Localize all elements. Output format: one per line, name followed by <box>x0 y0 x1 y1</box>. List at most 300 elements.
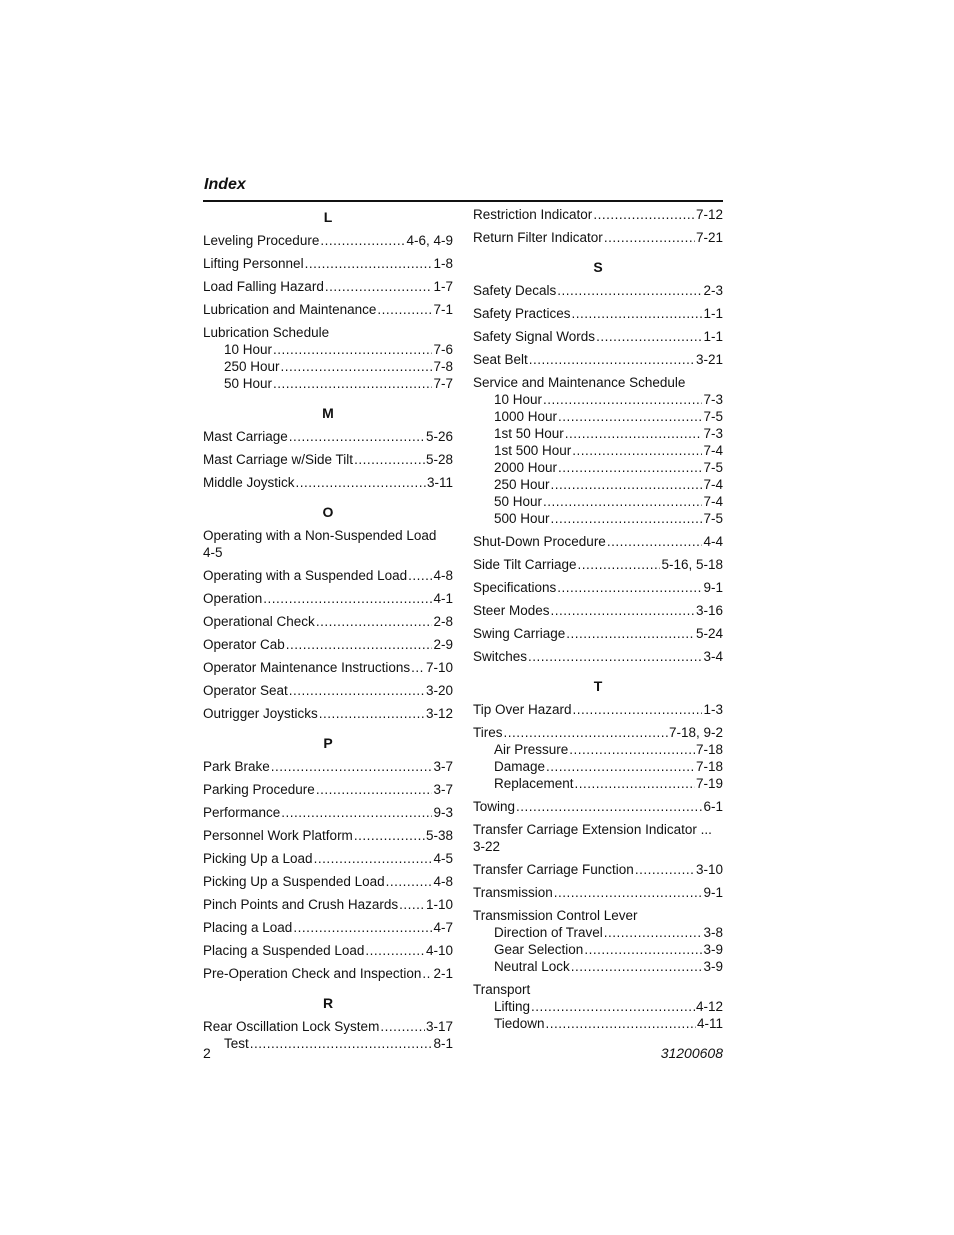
index-entry <box>203 255 453 272</box>
index-entry <box>203 474 453 491</box>
page-reference: 7-18, 9-2 <box>668 725 723 740</box>
entry-term: Specifications <box>473 580 557 595</box>
dot-leader <box>604 924 703 941</box>
index-entry <box>473 305 723 322</box>
page-reference: 6-1 <box>703 799 723 814</box>
index-entry <box>473 282 723 299</box>
index-entry <box>473 602 723 619</box>
subentry-term: Test <box>224 1036 249 1051</box>
dot-leader <box>569 741 695 758</box>
index-entry <box>203 527 453 561</box>
index-subentry <box>473 741 723 758</box>
index-entry-line <box>203 827 453 844</box>
index-subentry <box>473 442 723 459</box>
index-subentry <box>203 375 453 392</box>
subentry-term: Tiedown <box>494 1016 545 1031</box>
page-reference: 3-16 <box>695 603 723 618</box>
dot-leader <box>578 556 661 573</box>
dot-leader <box>551 602 695 619</box>
page-reference: 1-1 <box>703 329 723 344</box>
index-entry-line <box>203 428 453 445</box>
index-entry-line <box>473 374 723 391</box>
subentry-term: 50 Hour <box>224 376 273 391</box>
index-subentry <box>473 425 723 442</box>
index-subentry <box>473 998 723 1015</box>
index-entry <box>203 301 453 318</box>
index-entry-line <box>473 328 723 345</box>
section-letter-t: T <box>593 678 603 694</box>
index-entry <box>203 613 453 630</box>
dot-leader <box>531 998 695 1015</box>
index-subentry <box>473 476 723 493</box>
entry-term: Performance <box>203 805 281 820</box>
entry-term: Lifting Personnel <box>203 256 304 271</box>
entry-term: Personnel Work Platform <box>203 828 353 843</box>
index-entry <box>473 328 723 345</box>
index-entry <box>473 533 723 550</box>
dot-leader <box>319 705 425 722</box>
index-subentry <box>473 941 723 958</box>
index-entry-line <box>473 533 723 550</box>
page-reference: 5-28 <box>425 452 453 467</box>
entry-term: Pre-Operation Check and Inspection <box>203 966 422 981</box>
page-reference: 3-21 <box>695 352 723 367</box>
page-reference: 3-7 <box>433 759 453 774</box>
dot-leader <box>504 724 668 741</box>
index-entry-line <box>203 474 453 491</box>
dot-leader <box>380 1018 425 1035</box>
entry-term: Operating with a Suspended Load <box>203 568 408 583</box>
subentry-term: 1000 Hour <box>494 409 558 424</box>
dot-leader <box>557 282 702 299</box>
entry-term: Operator Seat <box>203 683 288 698</box>
page-reference: 4-4 <box>703 534 723 549</box>
index-subentry <box>473 493 723 510</box>
dot-leader <box>596 328 702 345</box>
dot-leader <box>546 758 695 775</box>
footer-doc-number: 31200608 <box>660 1045 723 1061</box>
index-entry-line <box>203 590 453 607</box>
page-reference: 7-5 <box>703 511 723 526</box>
dot-leader <box>271 758 433 775</box>
page-reference: 1-8 <box>433 256 453 271</box>
page-reference: 7-7 <box>433 376 453 391</box>
page-reference: 7-3 <box>703 392 723 407</box>
index-subentry <box>473 758 723 775</box>
entry-term: Lubrication and Maintenance <box>203 302 377 317</box>
index-entry <box>473 579 723 596</box>
dot-leader <box>354 451 425 468</box>
index-entry <box>203 590 453 607</box>
index-entry <box>203 850 453 867</box>
page-reference: 3-20 <box>425 683 453 698</box>
entry-term: Operator Cab <box>203 637 285 652</box>
page-reference: 7-6 <box>433 342 453 357</box>
index-entry <box>473 556 723 573</box>
index-entry-line <box>473 884 723 901</box>
index-entry-line <box>473 579 723 596</box>
page-reference: 3-11 <box>426 475 453 490</box>
page-reference: 1-10 <box>425 897 453 912</box>
index-entry-line <box>203 919 453 936</box>
page-reference: 7-5 <box>703 409 723 424</box>
index-entry <box>473 724 723 792</box>
index-entry <box>203 324 453 392</box>
section-letter-o: O <box>322 504 334 520</box>
section-letter-m: M <box>322 405 334 421</box>
index-entry-line <box>203 232 453 249</box>
index-entry-line <box>473 206 723 223</box>
index-entry <box>203 232 453 249</box>
index-entry-line <box>473 351 723 368</box>
subentry-term: 2000 Hour <box>494 460 558 475</box>
index-subentry <box>473 391 723 408</box>
page-reference: 7-18 <box>695 742 723 757</box>
dot-leader <box>281 358 433 375</box>
index-entry <box>203 827 453 844</box>
index-entry-line <box>203 278 453 295</box>
dot-leader <box>543 493 702 510</box>
dot-leader <box>286 636 433 653</box>
page-reference: 7-21 <box>695 230 723 245</box>
page-reference: 4-8 <box>433 874 453 889</box>
dot-leader <box>296 474 426 491</box>
dot-leader <box>411 659 425 676</box>
dot-leader <box>377 301 432 318</box>
entry-term: Pinch Points and Crush Hazards <box>203 897 399 912</box>
dot-leader <box>250 1035 433 1052</box>
entry-term: Restriction Indicator <box>473 207 593 222</box>
index-entry <box>473 861 723 878</box>
page-reference: 3-8 <box>703 925 723 940</box>
entry-term: Operator Maintenance Instructions <box>203 660 411 675</box>
index-entry-line <box>473 981 723 998</box>
dot-leader <box>399 896 425 913</box>
index-entry-line <box>203 613 453 630</box>
index-entry <box>203 758 453 775</box>
dot-leader <box>293 919 432 936</box>
page-reference: 4-5 <box>203 545 223 560</box>
index-entry-line <box>473 625 723 642</box>
entry-term: Park Brake <box>203 759 270 774</box>
entry-term: Swing Carriage <box>473 626 566 641</box>
page-reference: 3-7 <box>433 782 453 797</box>
entry-term: Service and Maintenance Schedule <box>473 375 686 390</box>
index-entry <box>473 351 723 368</box>
index-entry <box>203 428 453 445</box>
index-entry <box>203 942 453 959</box>
page-reference: 4-6, 4-9 <box>406 233 453 248</box>
index-entry <box>473 884 723 901</box>
page-reference: 4-7 <box>433 920 453 935</box>
dot-leader <box>546 1015 696 1032</box>
index-entry <box>203 659 453 676</box>
subentry-term: 500 Hour <box>494 511 550 526</box>
entry-term: Load Falling Hazard <box>203 279 324 294</box>
page-reference: 1-1 <box>703 306 723 321</box>
index-subentry <box>473 1015 723 1032</box>
dot-leader <box>573 701 703 718</box>
entry-term: Operational Check <box>203 614 315 629</box>
dot-leader <box>408 567 432 584</box>
page-reference: 4-5 <box>433 851 453 866</box>
subentry-term: Air Pressure <box>494 742 569 757</box>
index-entry-line <box>203 781 453 798</box>
page-reference: 7-4 <box>703 494 723 509</box>
entry-term: Transmission Control Lever <box>473 908 638 923</box>
index-entry <box>203 804 453 821</box>
index-subentry <box>473 924 723 941</box>
entry-term: Rear Oscillation Lock System <box>203 1019 380 1034</box>
dot-leader <box>584 941 702 958</box>
page-reference: 5-38 <box>425 828 453 843</box>
page-reference: 7-4 <box>703 443 723 458</box>
page-reference: 7-4 <box>703 477 723 492</box>
dot-leader <box>263 590 432 607</box>
subentry-term: 10 Hour <box>494 392 543 407</box>
entry-term: Mast Carriage w/Side Tilt <box>203 452 354 467</box>
footer-page-number: 2 <box>203 1045 211 1061</box>
index-column-right <box>473 206 723 1038</box>
page-reference: 2-8 <box>433 614 453 629</box>
page-reference: 3-12 <box>425 706 453 721</box>
page-title: Index <box>204 176 246 193</box>
subentry-term: Neutral Lock <box>494 959 570 974</box>
dot-leader <box>273 375 432 392</box>
dot-leader <box>516 798 702 815</box>
dot-leader <box>543 391 702 408</box>
index-entry-line <box>203 705 453 722</box>
index-entry-line <box>203 567 453 584</box>
index-subentry <box>473 510 723 527</box>
entry-term: Placing a Suspended Load <box>203 943 365 958</box>
page-reference: 5-16, 5-18 <box>661 557 723 572</box>
page-reference: 4-11 <box>696 1016 723 1031</box>
index-entry-line <box>203 301 453 318</box>
index-subentry <box>203 358 453 375</box>
dot-leader <box>273 341 432 358</box>
dot-leader <box>558 459 702 476</box>
entry-term: Leveling Procedure <box>203 233 320 248</box>
subentry-term: 250 Hour <box>494 477 550 492</box>
entry-term: Picking Up a Load <box>203 851 313 866</box>
subentry-term: Direction of Travel <box>494 925 603 940</box>
page-reference: 1-3 <box>703 702 723 717</box>
section-letter-p: P <box>323 735 333 751</box>
index-entry <box>203 705 453 722</box>
index-subentry <box>203 341 453 358</box>
index-subentry <box>203 1035 453 1052</box>
index-entry-line <box>203 873 453 890</box>
dot-leader <box>604 229 695 246</box>
index-entry-line <box>203 1018 453 1035</box>
dot-leader <box>575 775 695 792</box>
entry-term: Parking Procedure <box>203 782 315 797</box>
entry-term: Transfer Carriage Function <box>473 862 634 877</box>
entry-term: Middle Joystick <box>203 475 295 490</box>
index-entry-line <box>203 758 453 775</box>
entry-term: Picking Up a Suspended Load <box>203 874 385 889</box>
page-reference: 4-12 <box>695 999 723 1014</box>
index-subentry <box>473 775 723 792</box>
dot-leader <box>571 958 703 975</box>
index-entry-line <box>473 305 723 322</box>
page-reference: 9-1 <box>703 885 723 900</box>
dot-leader <box>422 965 432 982</box>
page-reference: 7-18 <box>695 759 723 774</box>
entry-term: Safety Decals <box>473 283 557 298</box>
subentry-term: 250 Hour <box>224 359 280 374</box>
dot-leader <box>316 613 433 630</box>
index-entry-line <box>473 282 723 299</box>
page-reference: 4-10 <box>425 943 453 958</box>
entry-term: Towing <box>473 799 516 814</box>
index-entry-line <box>473 701 723 718</box>
subentry-term: 50 Hour <box>494 494 543 509</box>
dot-leader <box>289 428 425 445</box>
index-entry <box>473 798 723 815</box>
index-entry <box>203 636 453 653</box>
dot-leader <box>566 625 695 642</box>
index-entry-line <box>203 682 453 699</box>
page-reference: 3-17 <box>425 1019 453 1034</box>
index-entry-line <box>203 659 453 676</box>
section-letter-l: L <box>323 209 333 225</box>
page-reference: 2-9 <box>433 637 453 652</box>
dot-leader <box>554 884 703 901</box>
index-entry-line <box>473 556 723 573</box>
dot-leader <box>320 232 405 249</box>
dot-leader <box>572 442 702 459</box>
subentry-term: Damage <box>494 759 546 774</box>
page-reference: 3-22 <box>473 839 501 854</box>
index-entry-line <box>473 648 723 665</box>
dot-leader <box>365 942 425 959</box>
page-reference: 7-5 <box>703 460 723 475</box>
index-entry <box>473 648 723 665</box>
dot-leader <box>558 408 702 425</box>
index-entry <box>203 965 453 982</box>
index-entry <box>203 781 453 798</box>
index-entry <box>203 451 453 468</box>
index-entry-line <box>473 861 723 878</box>
dot-leader <box>593 206 695 223</box>
index-entry <box>473 701 723 718</box>
index-entry <box>203 1018 453 1052</box>
entry-term: Mast Carriage <box>203 429 288 444</box>
index-entry-line <box>473 229 723 246</box>
subentry-term: 1st 500 Hour <box>494 443 572 458</box>
dot-leader <box>607 533 703 550</box>
dot-leader <box>572 305 703 322</box>
subentry-term: Gear Selection <box>494 942 584 957</box>
entry-term: Shut-Down Procedure <box>473 534 606 549</box>
entry-term: Return Filter Indicator <box>473 230 603 245</box>
entry-term: Seat Belt <box>473 352 528 367</box>
index-entry <box>473 374 723 527</box>
index-entry <box>473 981 723 1032</box>
subentry-term: Lifting <box>494 999 531 1014</box>
dot-leader <box>551 510 703 527</box>
page-reference: 7-12 <box>695 207 723 222</box>
page-reference: 7-19 <box>695 776 723 791</box>
page-reference: 9-3 <box>433 805 453 820</box>
index-entry <box>203 682 453 699</box>
page-reference: 7-1 <box>433 302 453 317</box>
index-entry-line <box>473 602 723 619</box>
index-entry-line <box>203 896 453 913</box>
index-entry-line <box>203 451 453 468</box>
dot-leader <box>557 579 702 596</box>
index-subentry <box>473 459 723 476</box>
index-entry <box>473 907 723 975</box>
entry-term: Operation <box>203 591 263 606</box>
page-reference: 7-3 <box>703 426 723 441</box>
section-letter-r: R <box>322 995 334 1011</box>
dot-leader <box>565 425 703 442</box>
entry-term: Transport <box>473 982 531 997</box>
dot-leader <box>314 850 433 867</box>
page-reference: 4-1 <box>433 591 453 606</box>
index-entry <box>203 567 453 584</box>
entry-term: Operating with a Non-Suspended Load <box>203 528 437 543</box>
index-entry <box>203 278 453 295</box>
index-entry <box>473 821 723 855</box>
index-entry-line <box>203 850 453 867</box>
index-entry <box>473 625 723 642</box>
entry-term: Switches <box>473 649 528 664</box>
page-reference: 5-24 <box>695 626 723 641</box>
index-entry-line <box>203 324 453 341</box>
page-reference: 7-10 <box>425 660 453 675</box>
page-reference: 3-4 <box>703 649 723 664</box>
entry-term: Steer Modes <box>473 603 550 618</box>
index-entry-wrapped <box>473 821 723 855</box>
dot-leader <box>551 476 703 493</box>
subentry-term: 10 Hour <box>224 342 273 357</box>
entry-term: Safety Signal Words <box>473 329 596 344</box>
entry-term: Tip Over Hazard <box>473 702 572 717</box>
entry-term: Transmission <box>473 885 553 900</box>
subentry-term: 1st 50 Hour <box>494 426 564 441</box>
index-entry <box>203 896 453 913</box>
page-reference: 2-1 <box>433 966 453 981</box>
page-reference: 1-7 <box>433 279 453 294</box>
index-entry-line <box>203 942 453 959</box>
index-subentry <box>473 958 723 975</box>
page-reference: 3-9 <box>703 959 723 974</box>
index-entry <box>473 206 723 223</box>
dot-leader <box>316 781 433 798</box>
index-entry-line <box>203 965 453 982</box>
entry-term: Outrigger Joysticks <box>203 706 318 721</box>
index-entry-line <box>203 804 453 821</box>
dot-leader <box>386 873 433 890</box>
dot-leader <box>289 682 425 699</box>
page-reference: 7-8 <box>433 359 453 374</box>
page-reference: 4-8 <box>433 568 453 583</box>
dot-leader <box>325 278 433 295</box>
index-entry-line <box>473 907 723 924</box>
entry-term: Side Tilt Carriage <box>473 557 577 572</box>
dot-leader <box>281 804 432 821</box>
page-reference: 2-3 <box>703 283 723 298</box>
entry-term: Safety Practices <box>473 306 571 321</box>
section-letter-s: S <box>593 259 603 275</box>
entry-term: Lubrication Schedule <box>203 325 330 340</box>
index-entry-line <box>473 798 723 815</box>
index-subentry <box>473 408 723 425</box>
